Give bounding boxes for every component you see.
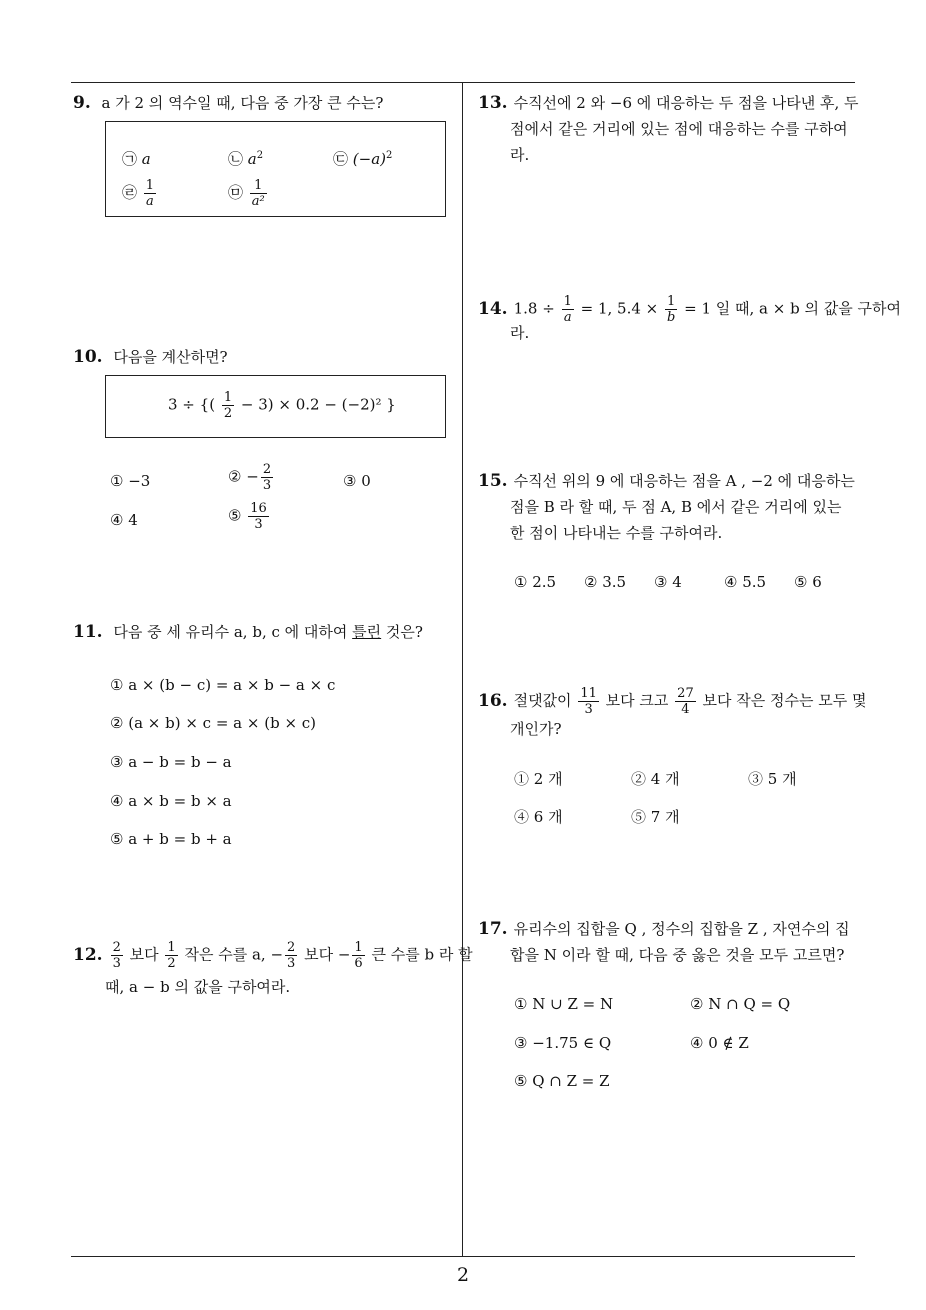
choice-4[interactable]: ④ 0 ∉ Z (690, 1034, 749, 1052)
choice-4[interactable]: ④ 6 개 (514, 808, 563, 826)
page-number: 2 (456, 1264, 470, 1286)
choice-mark: ㉡ (228, 150, 244, 168)
question-number: 15. (478, 471, 508, 491)
choice-4[interactable]: ④ 5.5 (724, 573, 767, 591)
question-number: 16. (478, 690, 508, 711)
choice-2[interactable]: ② 3.5 (584, 573, 627, 591)
question-text: a 가 2 의 역수일 때, 다음 중 가장 큰 수는? (101, 94, 384, 112)
question-15: 15. 수직선 위의 9 에 대응하는 점을 A , −2 에 대응하는 (478, 471, 855, 491)
choice-2[interactable]: ② N ∩ Q = Q (690, 995, 791, 1013)
choice-mark: ㉣ (122, 183, 138, 202)
question-number: 9. (73, 93, 91, 113)
question-9 (73, 90, 383, 116)
expression: 3 ÷ {( $\frac{1}{2}$ − 3) × 0.2 − (−2)² } (168, 390, 396, 421)
top-rule (71, 82, 855, 83)
choice-2[interactable]: ② − $\frac{2}{3}$ (228, 462, 272, 493)
choice-1[interactable]: ① a × (b − c) = a × b − a × c (110, 676, 336, 694)
choice-value: (−a) (352, 150, 387, 168)
choice-4[interactable]: ④ a × b = b × a (110, 792, 232, 810)
question-text-line2: 라. (510, 324, 530, 342)
choice-3[interactable] (333, 148, 392, 169)
fraction: $\frac{1}{a}$ (145, 178, 155, 209)
question-number: 10. (73, 347, 103, 367)
question-text: 다음 중 세 유리수 a, b, c 에 대하여 (113, 623, 353, 641)
choice-5[interactable]: ⑤ 7 개 (631, 808, 680, 826)
question-text-line3: 한 점이 나타내는 수를 구하여라. (510, 524, 723, 542)
choice-5[interactable] (228, 178, 269, 209)
question-14: 14. 1.8 ÷ $\frac{1}{a}$ = 1, 5.4 × $\frac{1}{b}$ = 1 일 때, a × b 의 값을 구하여 (478, 294, 901, 325)
question-text-line2: 점에서 같은 거리에 있는 점에 대응하는 수를 구하여 (510, 120, 848, 138)
choice-5[interactable]: ⑤ Q ∩ Z = Z (514, 1072, 610, 1090)
question-number: 11. (73, 622, 103, 642)
question-17: 17. 유리수의 집합을 Q , 정수의 집합을 Z , 자연수의 집 (478, 919, 850, 939)
choice-mark: ㉠ (122, 150, 138, 168)
question-text-line2: 점을 B 라 할 때, 두 점 A, B 에서 같은 거리에 있는 (510, 498, 842, 516)
choice-2[interactable] (228, 148, 263, 169)
fraction: $\frac{2}{3}$ (262, 462, 272, 493)
choice-4[interactable]: ④ 4 (110, 511, 138, 529)
choice-value: a (141, 150, 151, 168)
choice-1[interactable]: ① −3 (110, 472, 151, 490)
fraction: $\frac{1}{2}$ (223, 390, 233, 421)
choice-5[interactable]: ⑤ a + b = b + a (110, 830, 232, 848)
question-text-line2: 합을 N 이라 할 때, 다음 중 옳은 것을 모두 고르면? (510, 946, 845, 964)
choice-3[interactable]: ③ 0 (343, 472, 371, 490)
question-text-line2: 개인가? (510, 720, 562, 738)
bottom-rule (71, 1256, 855, 1257)
question-number: 12. (73, 944, 103, 965)
choice-2[interactable]: ② (a × b) × c = a × (b × c) (110, 714, 317, 732)
choice-1[interactable] (122, 148, 151, 169)
choice-1[interactable]: ① N ∪ Z = N (514, 995, 614, 1013)
choice-2[interactable]: ② 4 개 (631, 770, 680, 788)
question-number: 13. (478, 93, 508, 113)
choice-3[interactable]: ③ −1.75 ∈ Q (514, 1034, 612, 1052)
question-13: 13. 수직선에 2 와 −6 에 대응하는 두 점을 나타낸 후, 두 (478, 93, 859, 113)
choice-5[interactable]: ⑤ $\frac{16}{3}$ (228, 501, 267, 532)
choice-value: a (247, 150, 257, 168)
question-text-line3: 라. (510, 146, 530, 164)
choice-4[interactable] (122, 178, 158, 209)
fraction: $\frac{16}{3}$ (250, 501, 267, 532)
question-12: 12. $\frac{2}{3}$ 보다 $\frac{1}{2}$ 작은 수를 a, − $\frac{2}{3}$ 보다 − $\frac{1}{6}$ 큰 수를 b 라 할 (73, 940, 473, 971)
choice-5[interactable]: ⑤ 6 (794, 573, 822, 591)
question-number: 14. (478, 298, 508, 319)
choice-3[interactable]: ③ a − b = b − a (110, 753, 232, 771)
choice-3[interactable]: ③ 4 (654, 573, 682, 591)
fraction: $\frac{1}{\text{a²}}$ (251, 178, 265, 209)
choice-1[interactable]: ① 2.5 (514, 573, 557, 591)
exponent: 2 (386, 150, 393, 161)
question-text: 다음을 계산하면? (113, 348, 228, 366)
question-11: 11. 다음 중 세 유리수 a, b, c 에 대하여 틀린 것은? (73, 622, 423, 642)
question-text-line2: 때, a − b 의 값을 구하여라. (105, 978, 291, 996)
column-divider (462, 83, 463, 1256)
question-16: 16. 절댓값이 $\frac{11}{3}$ 보다 크고 $\frac{27}{4}$ 보다 작은 정수는 모두 몇 (478, 686, 867, 717)
exponent: 2 (256, 150, 264, 161)
question-10 (73, 344, 228, 370)
choice-mark: ㉢ (333, 150, 349, 168)
choice-3[interactable]: ③ 5 개 (748, 770, 797, 788)
question-number: 17. (478, 919, 508, 939)
choice-mark: ㉤ (228, 183, 244, 202)
underlined-word: 틀린 (352, 623, 382, 641)
choice-1[interactable]: ① 2 개 (514, 770, 563, 788)
